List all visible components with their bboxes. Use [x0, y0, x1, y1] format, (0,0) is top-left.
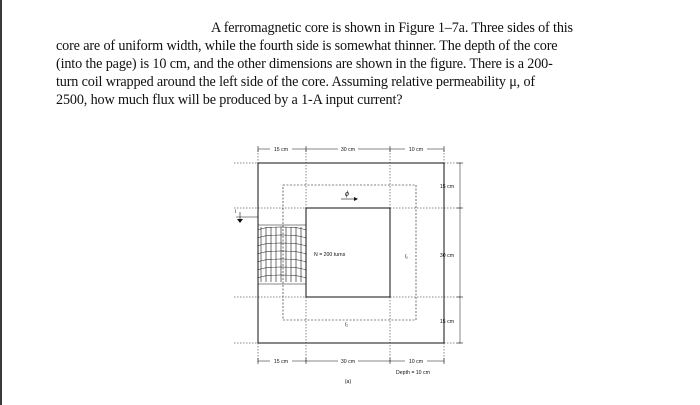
right-dimension	[440, 163, 463, 343]
mean-path	[283, 185, 416, 320]
problem-line: (into the page) is 10 cm, and the other dimensions are shown in the figure. There is a 200-	[56, 56, 553, 72]
figure-caption: (a)	[344, 379, 352, 385]
problem-line: core are of uniform width, while the fourth side is somewhat thinner. The depth of the core	[56, 38, 558, 54]
turns-label: N = 200 turns	[314, 252, 346, 258]
right-dim-top: 15 cm	[439, 184, 455, 190]
bottom-dimension	[258, 358, 444, 365]
bottom-dim-right: 10 cm	[408, 359, 424, 365]
top-dim-left: 15 cm	[273, 147, 289, 153]
l1-label: l₁	[405, 254, 408, 260]
flux-indicator	[341, 191, 358, 201]
top-dim-middle: 30 cm	[340, 147, 356, 153]
current-arrow	[235, 209, 258, 223]
current-label: i	[235, 209, 237, 215]
depth-label: Depth = 10 cm	[396, 370, 430, 376]
problem-line: turn coil wrapped around the left side of the core. Assuming relative permeability μ, of	[56, 74, 535, 90]
top-dim-right: 10 cm	[408, 147, 424, 153]
bottom-dim-middle: 30 cm	[340, 359, 356, 365]
right-dim-middle: 30 cm	[439, 253, 455, 259]
dimension-guides	[234, 150, 462, 362]
top-dimension	[258, 146, 444, 153]
right-dim-bottom: 15 cm	[439, 319, 455, 325]
problem-line: A ferromagnetic core is shown in Figure 1–7a. Three sides of this	[211, 20, 573, 36]
problem-line: 2500, how much flux will be produced by a 1-A input current?	[56, 92, 403, 108]
coil-winding	[258, 225, 306, 284]
bottom-dim-left: 15 cm	[273, 359, 289, 365]
l2-label: l₂	[345, 322, 349, 328]
phi-label: ϕ	[345, 191, 349, 198]
